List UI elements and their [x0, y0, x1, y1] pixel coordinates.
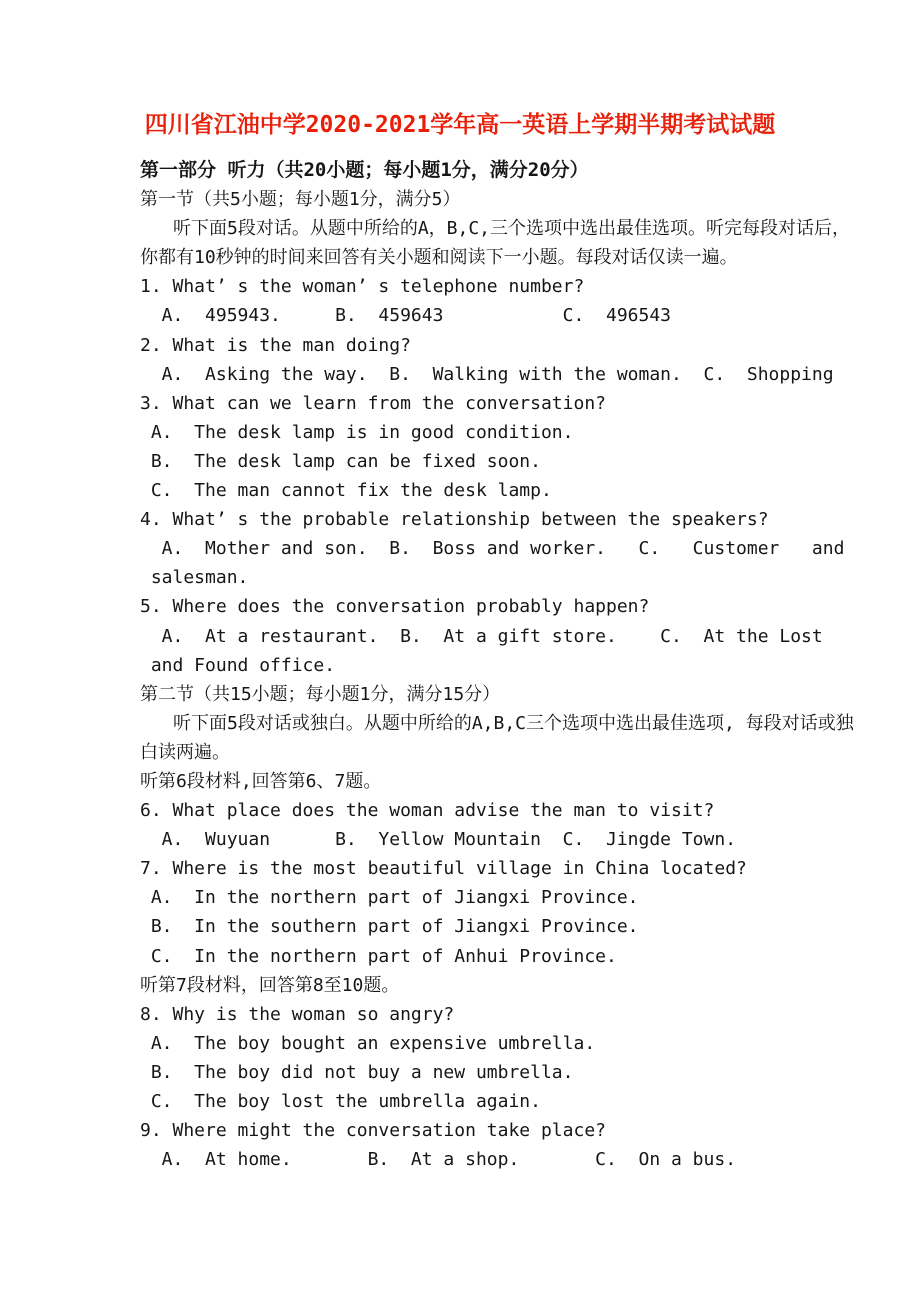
question-3-option-c: C. The man cannot fix the desk lamp.	[140, 480, 552, 502]
question-7-option-a: A. In the northern part of Jiangxi Province.	[140, 887, 639, 909]
question-3-option-b: B. The desk lamp can be fixed soon.	[140, 450, 541, 472]
section1-heading: 第一节（共5小题；每小题1分，满分5）	[140, 189, 461, 211]
question-8: 8. Why is the woman so angry?	[140, 1003, 455, 1025]
question-7-option-c: C. In the northern part of Anhui Province.	[140, 945, 617, 967]
question-1: 1. What’ s the woman’ s telephone number?	[140, 276, 585, 298]
question-2-options: A. Asking the way. B. Walking with the woman. C. Shopping	[140, 363, 834, 385]
question-5: 5. Where does the conversation probably happen?	[140, 596, 650, 618]
part1-heading: 第一部分 听力（共20小题；每小题1分，满分20分）	[140, 159, 589, 181]
question-6-options: A. Wuyuan B. Yellow Mountain C. Jingde Town.	[140, 829, 737, 851]
question-4-options-cont: salesman.	[140, 567, 249, 589]
material-7-note: 听第7段材料，回答第8至10题。	[140, 974, 400, 996]
section2-instructions-1: 听下面5段对话或独白。从题中所给的A,B,C三个选项中选出最佳选项, 每段对话或独	[173, 712, 854, 734]
question-3-option-a: A. The desk lamp is in good condition.	[140, 421, 574, 443]
question-5-options: A. At a restaurant. B. At a gift store. C. At the Lost	[140, 625, 823, 647]
question-5-options-cont: and Found office.	[140, 654, 336, 676]
question-8-option-a: A. The boy bought an expensive umbrella.	[140, 1032, 596, 1054]
question-8-option-b: B. The boy did not buy a new umbrella.	[140, 1061, 574, 1083]
question-9: 9. Where might the conversation take place?	[140, 1120, 606, 1142]
section1-instructions-2: 你都有10秒钟的时间来回答有关小题和阅读下一小题。每段对话仅读一遍。	[140, 247, 738, 269]
section2-instructions-2: 白读两遍。	[140, 741, 230, 763]
question-7-option-b: B. In the southern part of Jiangxi Province.	[140, 916, 639, 938]
question-3: 3. What can we learn from the conversation?	[140, 392, 606, 414]
question-6: 6. What place does the woman advise the man to visit?	[140, 800, 715, 822]
document-body	[0, 156, 920, 1174]
section2-heading: 第二节（共15小题；每小题1分，满分15分）	[140, 683, 501, 705]
question-4: 4. What’ s the probable relationship between the speakers?	[140, 509, 769, 531]
question-2: 2. What is the man doing?	[140, 334, 411, 356]
section1-instructions-1: 听下面5段对话。从题中所给的A，B,C,三个选项中选出最佳选项。听完每段对话后，	[173, 218, 851, 240]
page-title: 四川省江油中学2020-2021学年高一英语上学期半期考试试题	[144, 112, 776, 138]
question-1-options: A. 495943. B. 459643 C. 496543	[140, 305, 672, 327]
question-8-option-c: C. The boy lost the umbrella again.	[140, 1091, 541, 1112]
question-7: 7. Where is the most beautiful village in China located?	[140, 858, 747, 880]
question-4-options: A. Mother and son. B. Boss and worker. C. Customer and	[140, 538, 845, 560]
question-9-options: A. At home. B. At a shop. C. On a bus.	[140, 1149, 737, 1171]
material-6-note: 听第6段材料,回答第6、7题。	[140, 770, 382, 792]
